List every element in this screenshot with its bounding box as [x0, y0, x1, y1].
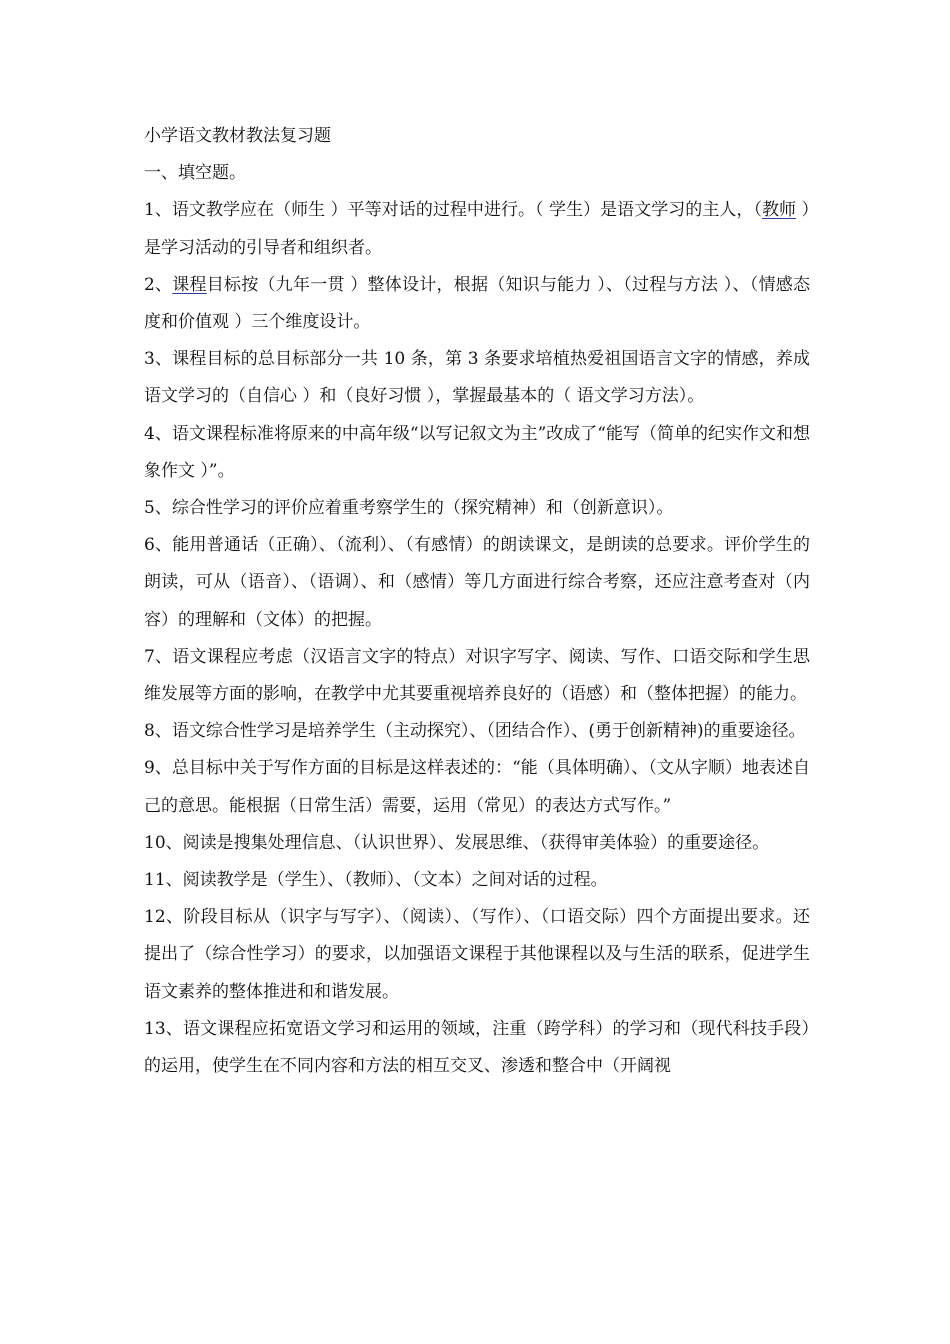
question-item [144, 750, 810, 824]
question-text: 13、语文课程应拓宽语文学习和运用的领域，注重（跨学科）的学习和（现代科技手段）的运用，使学生在不同内容和方法的相互交叉、渗透和整合中（开阔视 [144, 1018, 810, 1077]
question-item [144, 527, 810, 639]
question-text: 目标按（九年一贯 ）整体设计，根据（知识与能力 ）、（过程与方法 ）、（情感态度和价值观 ）三个维度设计。 [144, 274, 810, 333]
question-text: 2、 [144, 274, 173, 295]
question-item [144, 416, 810, 490]
question-item [144, 639, 810, 713]
question-text: 9、总目标中关于写作方面的目标是这样表述的：“能（具体明确）、（文从字顺）地表述自己的意思。能根据（日常生活）需要，运用（常见）的表达方式写作。” [144, 758, 810, 816]
section-heading-fill-in-blanks: 一、填空题。 [144, 163, 246, 184]
underlined-text: 教师 [762, 200, 797, 221]
question-item [144, 490, 810, 527]
question-item [144, 192, 810, 266]
document-title: 小学语文教材教法复习题 [144, 126, 331, 146]
question-text: 5、综合性学习的评价应着重考察学生的（探究精神）和（创新意识）。 [144, 498, 674, 519]
question-text: 4、语文课程标准将原来的中高年级“以写记叙文为主”改成了“能写（简单的纪实作文和想象作文 ）”。 [144, 423, 810, 481]
question-text: 8、语文综合性学习是培养学生（主动探究）、（团结合作）、(勇于创新精神)的重要途径。 [144, 721, 806, 742]
question-item [144, 341, 810, 415]
question-text: 11、阅读教学是（学生）、（教师）、（文本）之间对话的过程。 [144, 870, 608, 891]
question-text: 12、阶段目标从（识字与写字）、（阅读）、（写作）、（口语交际）四个方面提出要求。还提出了（综合性学习）的要求，以加强语文课程于其他课程以及与生活的联系，促进学生语文素养的整体推进和和谐发展。 [144, 907, 810, 1002]
question-text: 7、语文课程应考虑（汉语言文字的特点）对识字写字、阅读、写作、口语交际和学生思维发展等方面的影响，在教学中尤其要重视培养良好的（语感）和（整体把握）的能力。 [144, 646, 810, 705]
question-text: 6、能用普通话（正确）、（流利）、（有感情）的朗读课文，是朗读的总要求。评价学生的朗读，可从（语音）、（语调）、和（感情）等几方面进行综合考察，还应注意考查对（内容）的理解和（文体）的把握。 [144, 535, 810, 630]
question-list [144, 192, 810, 1085]
question-item [144, 1011, 810, 1085]
question-text: 1、语文教学应在（师生 ）平等对话的过程中进行。（ 学生）是语文学习的主人，（ [144, 200, 762, 221]
question-item [144, 825, 810, 862]
question-item [144, 267, 810, 341]
question-text: ）是学习活动的引导者和组织者。 [144, 200, 811, 258]
document-body [144, 118, 810, 1085]
question-item [144, 713, 810, 750]
underlined-text: 课程 [172, 274, 207, 295]
question-item [144, 862, 810, 899]
question-text: 10、阅读是搜集处理信息、（认识世界）、发展思维、（获得审美体验）的重要途径。 [144, 832, 770, 853]
question-item [144, 899, 810, 1011]
question-text: 3、课程目标的总目标部分一共 10 条，第 3 条要求培植热爱祖国语言文字的情感，养成语文学习的（自信心 ）和（良好习惯 ），掌握最基本的（ 语文学习方法）。 [144, 349, 810, 407]
